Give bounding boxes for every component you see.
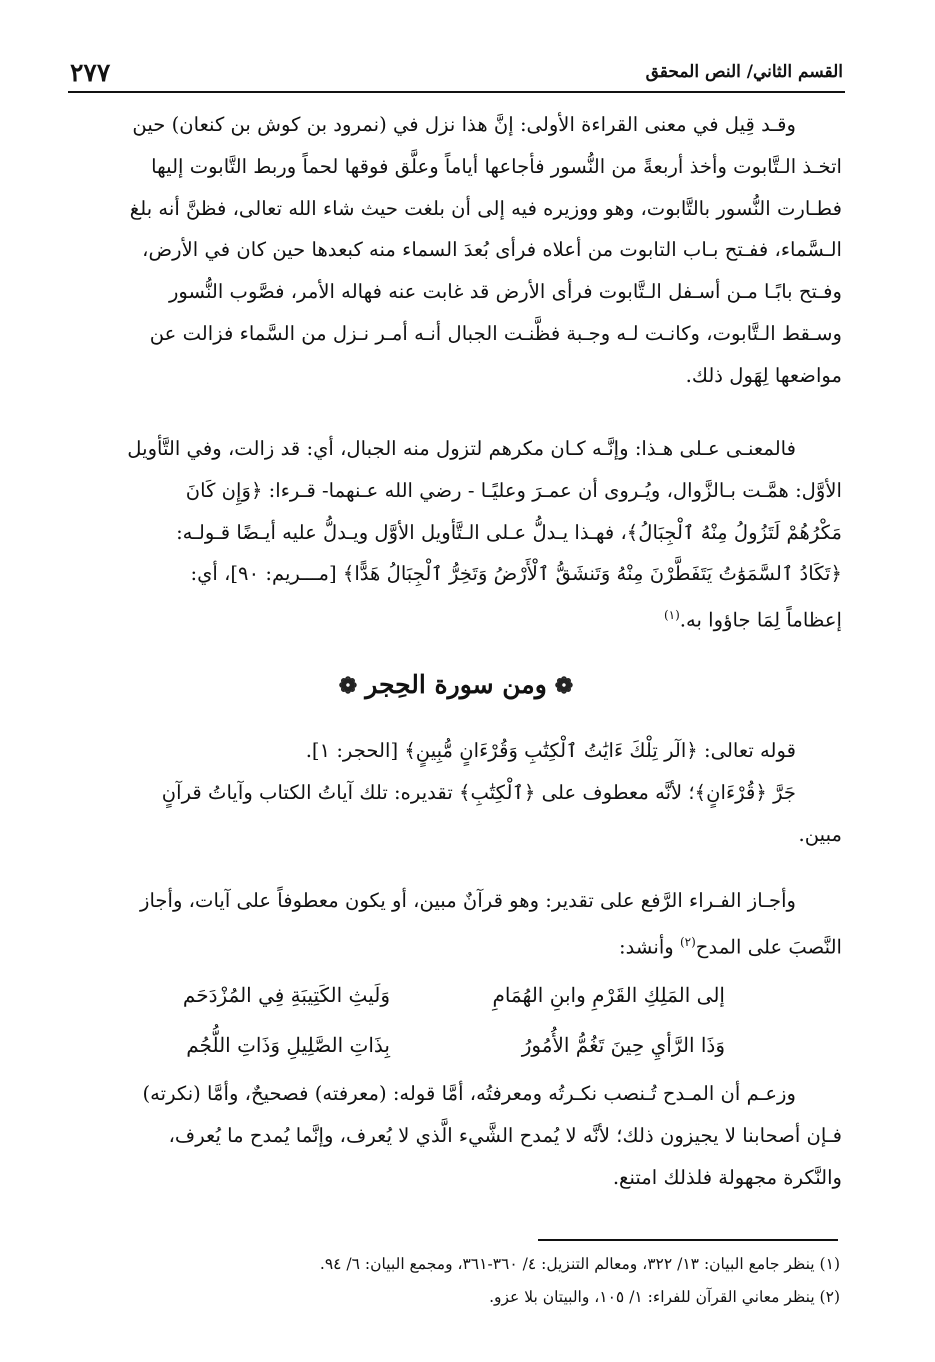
text-line: والنَّكرة مجهولة فلذلك امتنع. (612, 1165, 842, 1189)
text-segment: وأنشد: (619, 935, 680, 959)
footnote-marker: (٢) (679, 934, 696, 949)
surah-heading (70, 670, 842, 720)
footnote-item: (١) ينظر جامع البيان: ١٣/ ٣٢٢، ومعالم التنزيل: ٤/ ٣٦٠-٣٦١، ومجمع البيان: ٦/ ٩٤. (319, 1255, 840, 1273)
ornament-icon: ❁ (338, 673, 358, 699)
text-line: وفـتح بابًـا مـن أسـفل الـتَّابوت فرأى الأرض قد غابت عنه فهاله الأمر، فصَّوب النُّسور (168, 280, 842, 304)
footnotes (200, 1248, 840, 1314)
poem-line-1-second: وَلَيثِ الكَتِيبَةِ فِي المُزْدَحَم (182, 983, 390, 1007)
footnote-item: (٢) ينظر معاني القرآن للفراء: ١/ ١٠٥، والبيتان بلا عزو. (489, 1288, 840, 1306)
text-line: اتخـذ الـتَّابوت وأخذ أربعةً من النُّسور فأجاعها أياماً وعلَّق فوقها لحماً وربط التَّابوت إليها (151, 154, 842, 178)
page-header (68, 52, 845, 92)
footnote-rule (538, 1239, 838, 1241)
text-line: وزعـم أن المـدح تُـنصب نكـرتُه ومعرفتُه، أمَّا قوله: (معرفته) فصحيحٌ، وأمَّا (نكرته) (142, 1082, 796, 1105)
text-line: وأجـاز الفـراء الرَّفع على تقدير: وهو قرآنٌ مبين، أو يكون معطوفاً على آيات، وأجاز (140, 889, 796, 912)
running-title: القسم الثاني/ النص المحقق (645, 62, 843, 82)
text-line: قوله تعالى: ﴿الٓر تِلْكَ ءَايَٰتُ ٱلْكِتَٰبِ وَقُرْءَانٍ مُّبِينٍ﴾ [الحجر: ١]. (305, 739, 796, 762)
poem-line-2-first: وَذَا الرَّأيِ حِينَ تَغُمُّ الأُمُورُ (521, 1033, 725, 1057)
paragraph-meaning (70, 428, 842, 642)
page-number: ٢٧٧ (70, 58, 111, 87)
text-line: ﴿تَكَادُ ٱلسَّمَوَٰتُ يَتَفَطَّرْنَ مِنْهُ وَتَنشَقُّ ٱلْأَرْضُ وَتَخِرُّ ٱلْجِبَالُ هَدًّا﴾ [مـــريم: ٩٠]، أي: (190, 562, 842, 586)
paragraph-farra (70, 880, 842, 968)
text-line: وسـقط الـتَّابوت، وكانـت لـه وجـبة فظَّنـت الجبال أنـه أمـر نـزل من السَّماء فزالت عن (149, 321, 842, 345)
text-line: فـإن أصحابنا لا يجيزون ذلك؛ لأنَّه لا يُمدح الشَّيء الَّذي لا يُعرف، وإنَّما يُمدح ما يُعرف، (168, 1123, 842, 1147)
text-line (70, 595, 842, 641)
text-line: جَرَّ ﴿قُرْءَانٍ﴾؛ لأنَّه معطوف على ﴿ٱلْكِتَٰبِ﴾ تقديره: تلك آياتُ الكتاب وآياتُ قرآنٍ (161, 780, 796, 804)
footnote-marker: (١) (663, 608, 680, 623)
text-segment: النَّصبَ على المدح (695, 935, 842, 959)
text-line: مَكْرُهُمْ لَتَزُولُ مِنْهُ ٱلْجِبَالُ﴾، فهـذا يـدلُّ عـلى الـتَّأويل الأوَّل ويـدلُّ عليه أيـضًا قـولـه: (176, 520, 842, 544)
paragraph-claim (70, 1073, 842, 1198)
text-line: مبين. (798, 822, 842, 846)
poem-line-2-second: بِذَاتِ الصَّلِيلِ وَذَاتِ اللُّجُم (186, 1033, 390, 1057)
ornament-icon: ❁ (554, 673, 574, 699)
text-line: فالمعنـى عـلى هـذا: وإنَّـه كـان مكرهم لتزول منه الجبال، أي: قد زالت، وفي التَّأويل (127, 437, 796, 460)
surah-heading-text: ومن سورة الحِجر (365, 670, 547, 699)
text-line: مواضعها لِهَول ذلك. (685, 363, 842, 387)
text-line: فطـارت النُّسور بالتَّابوت، وهو ووزيره فيه إلى أن بلغت حيث شاء الله تعالى، فظنَّ أنه بلغ (129, 196, 842, 220)
paragraph-nimrod (70, 104, 842, 397)
paragraph-verse (70, 730, 842, 855)
header-rule (68, 91, 845, 93)
text-line: الأوَّل: همَّـت بـالزَّوال، ويُـروى أن عمـرَ وعليًـا - رضي الله عـنهما- قـرءا: ﴿وَإِن كَانَ (185, 478, 842, 502)
text-line (70, 922, 842, 968)
text-line: وقـد قِيل في معنى القراءة الأولى: إنَّ هذا نزل في (نمرود بن كوش بن كنعان) حين (132, 113, 796, 136)
text-line: الـسَّماء، ففـتح بـاب التابوت من أعلاه فرأى بُعدَ السماء منه كبعدها حين كان في الأرض، (142, 238, 842, 262)
poem-line-1-first: إلى المَلِكِ القَرْمِ وابنِ الهُمَامِ (492, 983, 725, 1007)
text-segment: إعظاماً لِمَا جاؤوا به. (679, 608, 842, 632)
